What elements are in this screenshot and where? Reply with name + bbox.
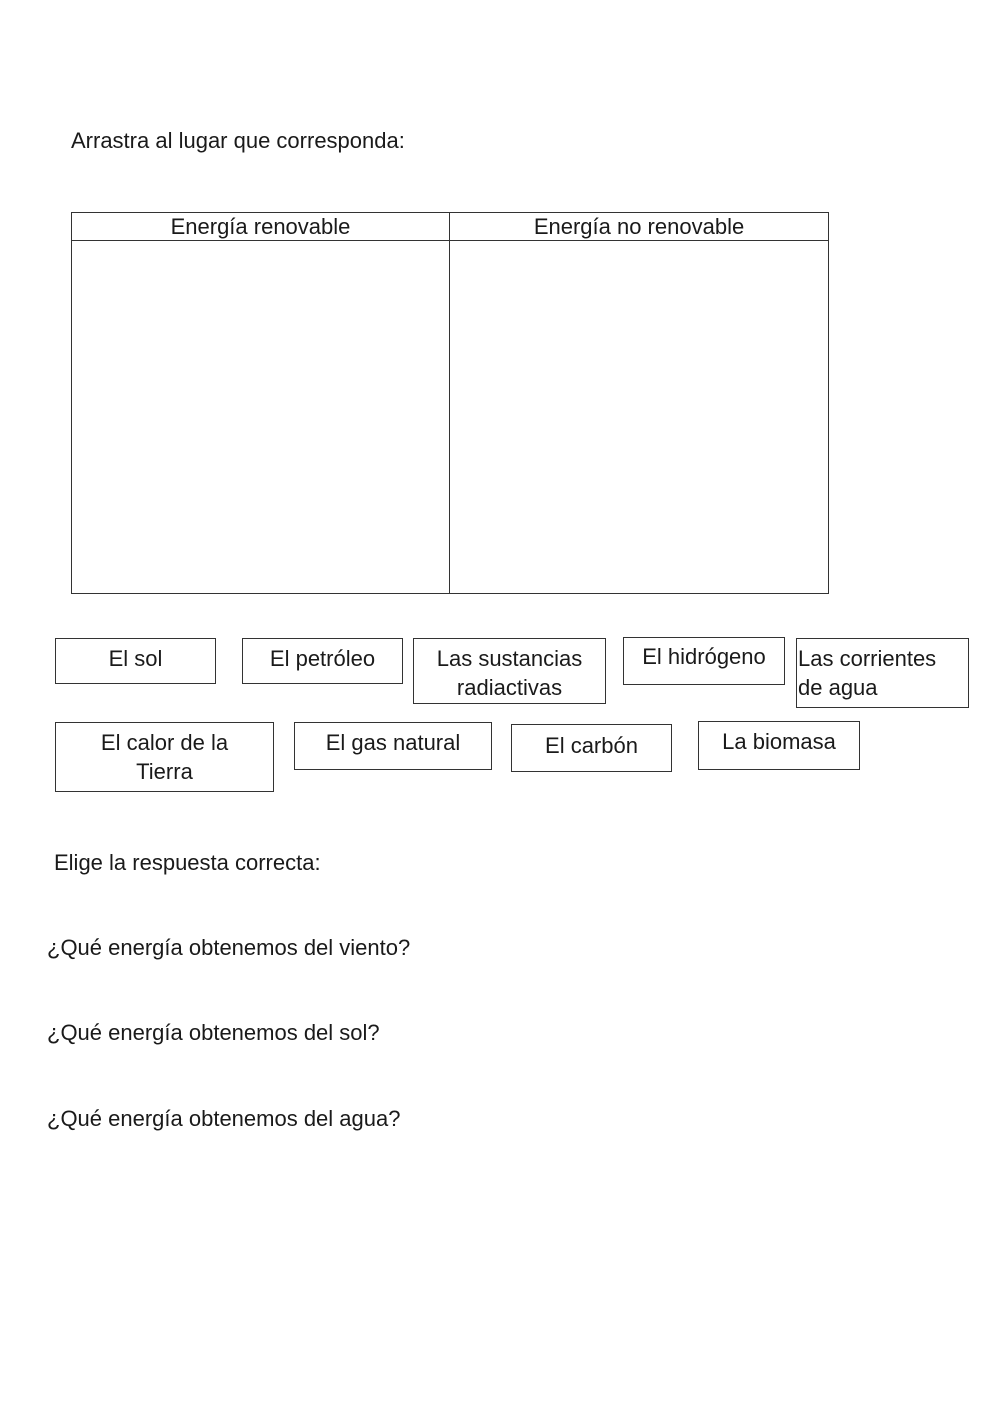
chip-label: El petróleo — [269, 646, 376, 671]
chip-label: El carbón — [545, 733, 638, 758]
chip-el-calor-de-la-tierra[interactable] — [55, 722, 274, 792]
chip-label: La biomasa — [722, 729, 836, 754]
question-sun: ¿Qué energía obtenemos del sol? — [47, 1020, 380, 1045]
chip-label: radiactivas — [456, 675, 563, 700]
question-wind: ¿Qué energía obtenemos del viento? — [47, 935, 411, 960]
chip-la-biomasa[interactable] — [698, 721, 860, 770]
chip-las-sustancias-radiactivas[interactable] — [413, 638, 606, 704]
chip-el-gas-natural[interactable] — [294, 722, 492, 770]
chip-el-petroleo[interactable] — [242, 638, 403, 684]
renewable-drop-zone[interactable] — [72, 241, 449, 593]
chip-el-sol[interactable] — [55, 638, 216, 684]
chip-label: Las corrientes — [798, 646, 937, 671]
chip-las-corrientes-de-agua[interactable] — [796, 638, 969, 708]
chip-label: de agua — [798, 675, 878, 700]
chip-label: Tierra — [136, 759, 193, 784]
non-renewable-column-header: Energía no renovable — [450, 213, 828, 241]
renewable-column — [72, 213, 450, 593]
question-water: ¿Qué energía obtenemos del agua? — [47, 1106, 401, 1131]
chip-label: El gas natural — [325, 730, 461, 755]
chip-label: El sol — [108, 646, 163, 671]
non-renewable-drop-zone[interactable] — [450, 241, 828, 593]
non-renewable-column — [450, 213, 828, 593]
chip-label: El hidrógeno — [642, 644, 766, 669]
chip-label: Las sustancias — [436, 646, 583, 671]
classification-table — [71, 212, 829, 594]
renewable-column-header: Energía renovable — [72, 213, 449, 241]
chip-el-carbon[interactable] — [511, 724, 672, 772]
chip-label: El calor de la — [100, 730, 229, 755]
choose-instruction: Elige la respuesta correcta: — [54, 850, 321, 875]
drag-instruction: Arrastra al lugar que corresponda: — [71, 128, 405, 153]
chip-el-hidrogeno[interactable] — [623, 637, 785, 685]
